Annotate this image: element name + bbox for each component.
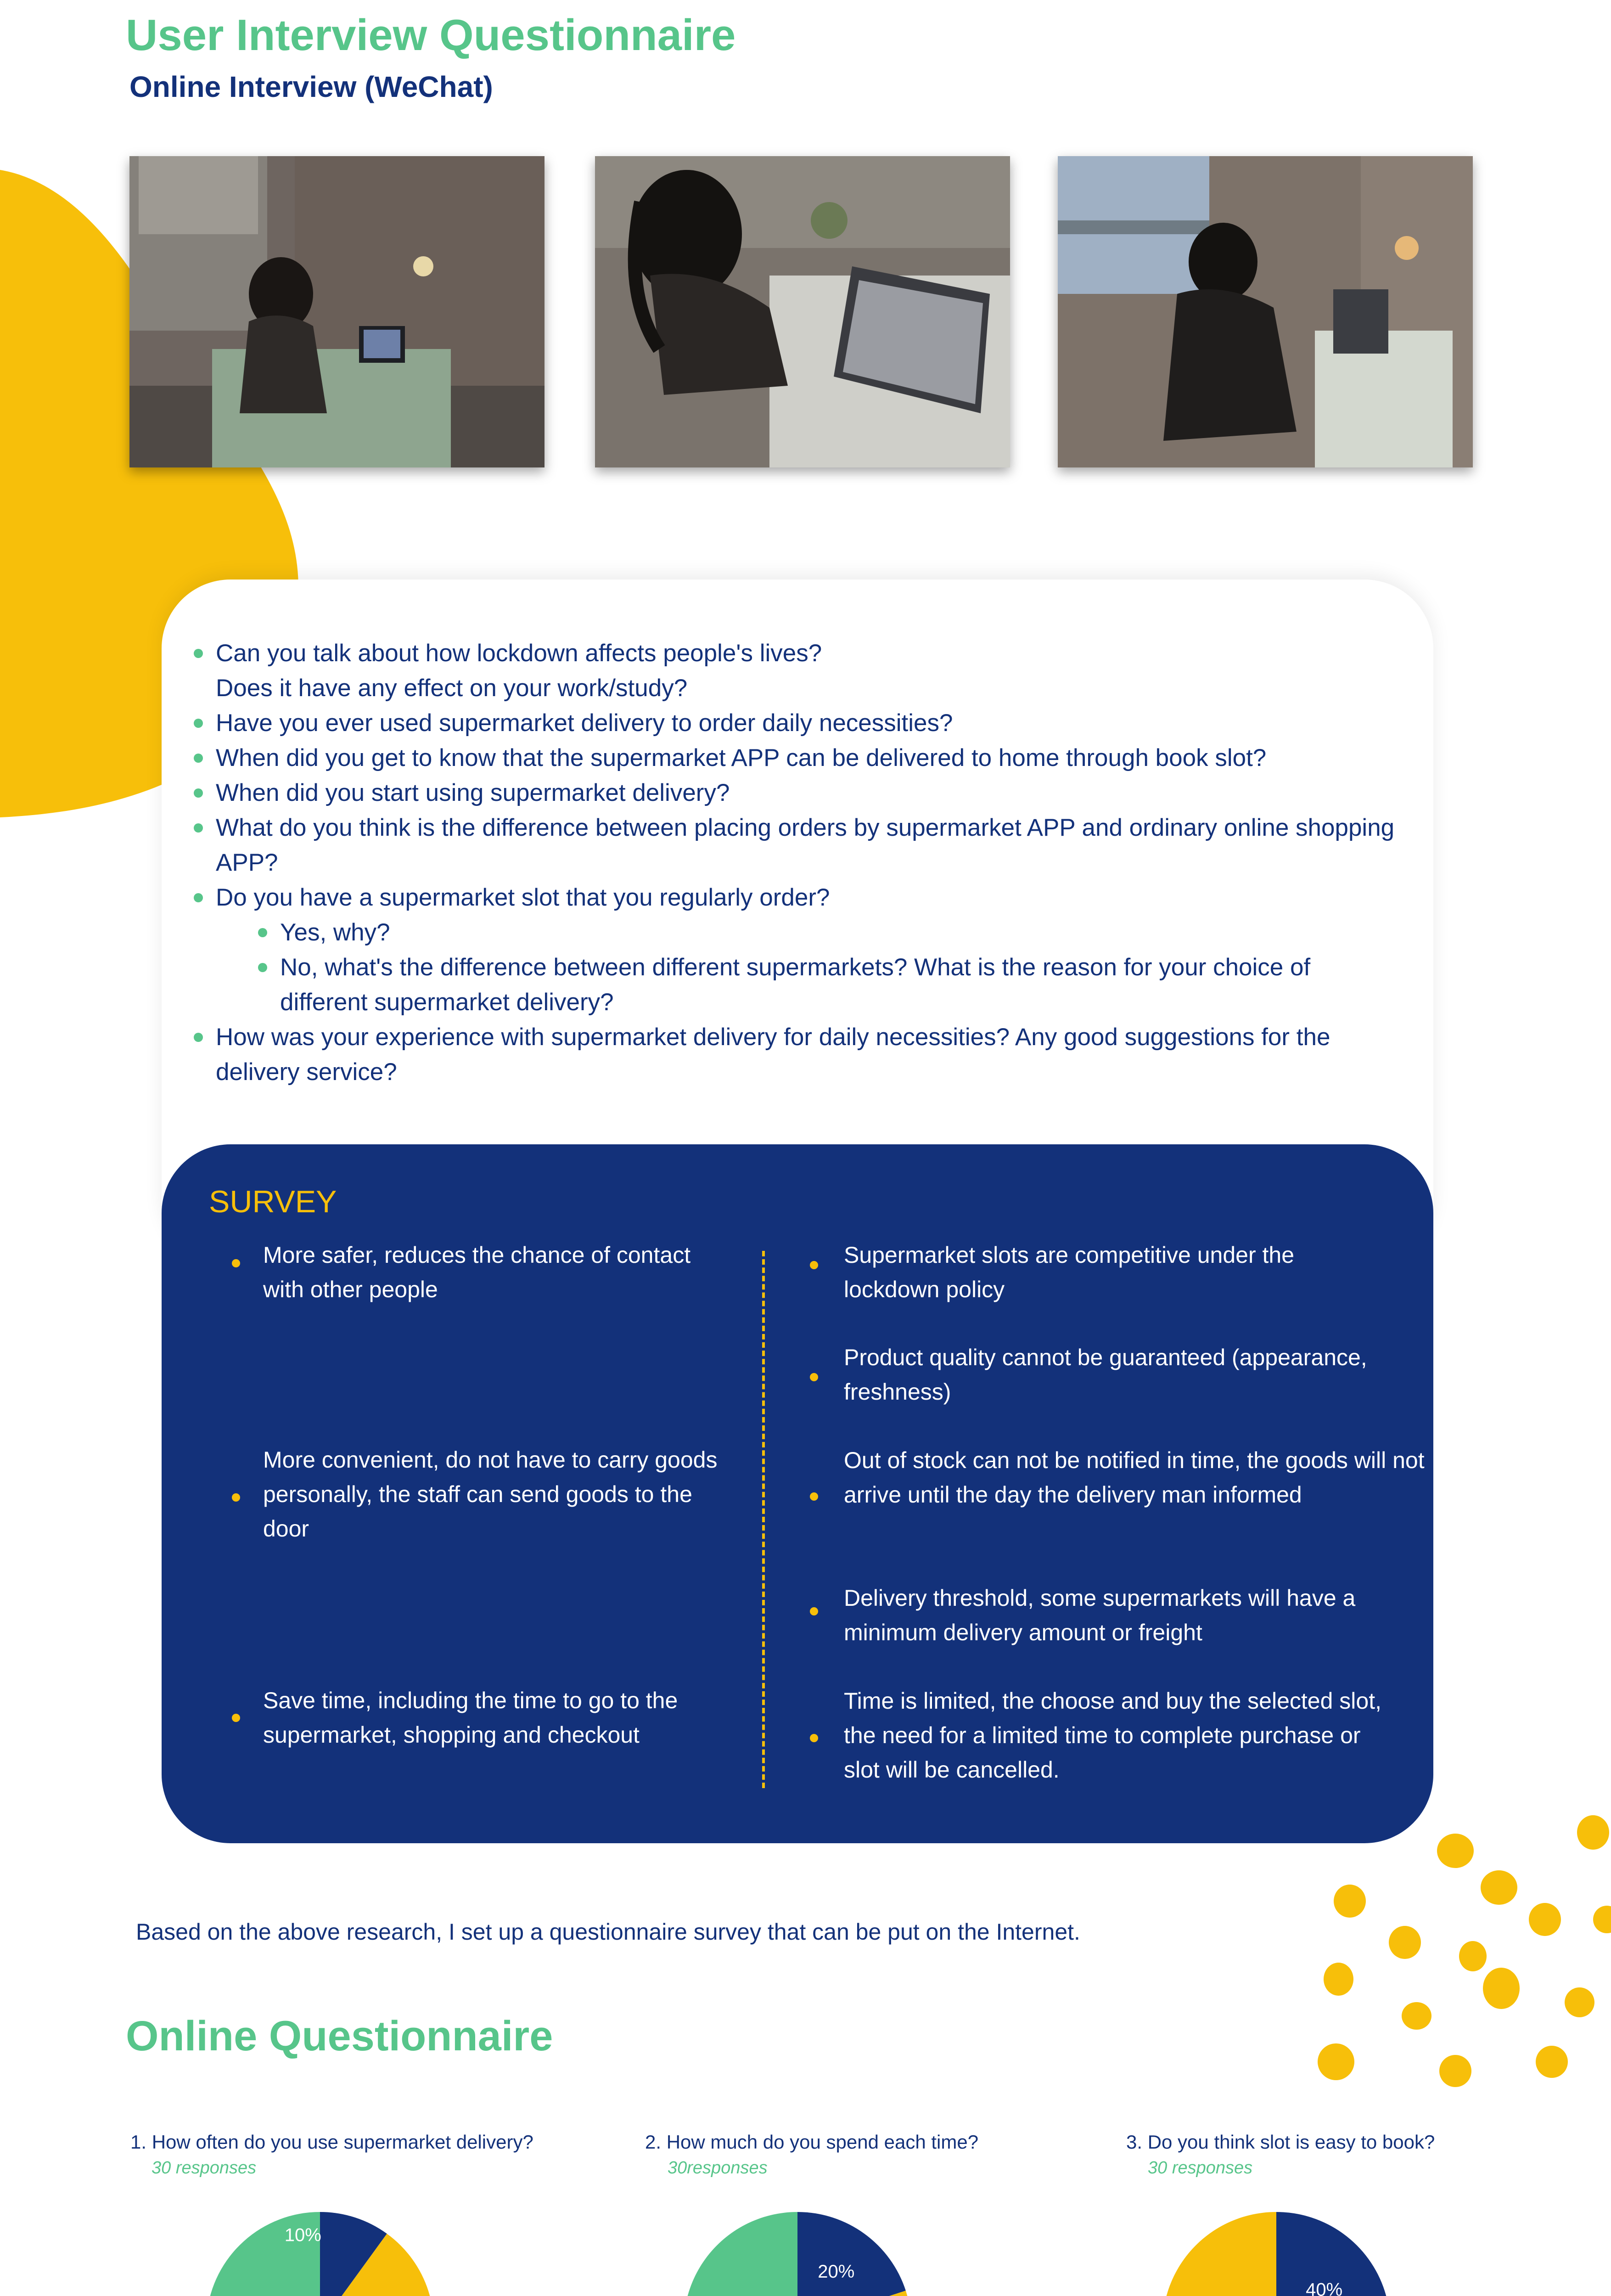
question-text: When did you start using supermarket delivery?: [216, 779, 730, 806]
question-bullet: [194, 719, 203, 728]
decorative-dot: [1437, 1834, 1474, 1868]
decorative-dot: [1593, 1906, 1611, 1933]
chart-title: 2. How much do you spend each time?: [645, 2131, 979, 2153]
chart-responses: 30 responses: [1148, 2158, 1253, 2178]
interview-question: [194, 741, 1397, 776]
chart-title: 3. Do you think slot is easy to book?: [1126, 2131, 1435, 2153]
decorative-dot: [1324, 1963, 1353, 1996]
question-text: What do you think is the difference between placing orders by supermarket APP and ordinary online shopping APP?: [216, 814, 1395, 876]
interview-photo-3: [1058, 156, 1473, 467]
survey-bullet: [232, 1714, 240, 1722]
interview-photo-2: [595, 156, 1010, 467]
question-bullet: [258, 963, 267, 972]
page-subtitle: Online Interview (WeChat): [129, 70, 493, 103]
question-text: Does it have any effect on your work/study?: [216, 675, 688, 702]
interview-question: [194, 810, 1397, 880]
pie-slice-label: 10%: [284, 2225, 321, 2245]
decorative-dot: [1529, 1903, 1561, 1936]
question-text: Can you talk about how lockdown affects people's lives?: [216, 640, 822, 667]
decorative-dot: [1483, 1968, 1520, 2009]
pie-chart: [1158, 2207, 1395, 2296]
decorative-dot: [1439, 2055, 1471, 2087]
survey-left-item: More safer, reduces the chance of contact with other people: [263, 1242, 691, 1302]
pie-chart: [679, 2207, 916, 2296]
survey-bullet: [232, 1259, 240, 1267]
question-text: When did you get to know that the supermarket APP can be delivered to home through book slot?: [216, 744, 1267, 771]
question-bullet: [194, 649, 203, 658]
interview-question: [194, 880, 1397, 915]
survey-right-item: Supermarket slots are competitive under the lockdown policy: [844, 1242, 1295, 1302]
decorative-dot: [1459, 1941, 1487, 1971]
interview-photo-1: [129, 156, 544, 467]
question-bullet: [194, 788, 203, 798]
decorative-dot: [1536, 2046, 1568, 2078]
survey-bullet: [810, 1734, 818, 1742]
survey-title: SURVEY: [209, 1184, 337, 1219]
survey-left-item: Save time, including the time to go to the supermarket, shopping and checkout: [263, 1688, 678, 1748]
interview-question: [194, 706, 1397, 741]
survey-bullet: [810, 1373, 818, 1381]
interview-question: [258, 915, 1397, 950]
question-bullet: [194, 1033, 203, 1042]
decorative-dot: [1577, 1815, 1609, 1850]
decorative-dot: [1389, 1926, 1421, 1959]
pie-slice-label: 20%: [818, 2261, 855, 2282]
interview-question: [258, 950, 1397, 1020]
question-text: Do you have a supermarket slot that you regularly order?: [216, 884, 830, 911]
survey-right-item: Product quality cannot be guaranteed (appearance, freshness): [844, 1345, 1367, 1405]
pie-slice-label: 40%: [1306, 2279, 1343, 2296]
question-text: Have you ever used supermarket delivery to order daily necessities?: [216, 709, 953, 737]
chart-responses: 30 responses: [152, 2158, 257, 2178]
interview-question: [194, 636, 1397, 671]
question-text: No, what's the difference between different supermarkets? What is the reason for your choice of different supermarket delivery?: [280, 954, 1311, 1016]
survey-right-item: Out of stock can not be notified in time, the goods will not arrive until the day the delivery man informed: [844, 1447, 1425, 1508]
interview-question: [194, 776, 1397, 810]
question-bullet: [258, 928, 267, 937]
decorative-dot: [1565, 1987, 1594, 2017]
question-bullet: [194, 893, 203, 902]
question-text: Yes, why?: [280, 919, 390, 946]
survey-bullet: [810, 1261, 818, 1269]
decorative-dot: [1334, 1885, 1366, 1918]
page-title: User Interview Questionnaire: [126, 11, 736, 60]
transition-text: Based on the above research, I set up a questionnaire survey that can be put on the Internet.: [136, 1919, 1080, 1945]
question-bullet: [194, 823, 203, 833]
survey-right-item: Time is limited, the choose and buy the selected slot, the need for a limited time to complete purchase or slot will be cancelled.: [844, 1688, 1381, 1783]
interview-question: [194, 1020, 1397, 1090]
pie-chart: [202, 2207, 438, 2296]
interview-question: [194, 671, 1397, 706]
question-bullet: [194, 754, 203, 763]
survey-divider: [762, 1251, 765, 1788]
decorative-dot: [1402, 2002, 1431, 2030]
decorative-dot: [1481, 1870, 1517, 1905]
survey-bullet: [810, 1492, 818, 1501]
survey-left-item: More convenient, do not have to carry goods personally, the staff can send goods to the door: [263, 1447, 718, 1542]
decorative-dot: [1318, 2043, 1354, 2080]
question-text: How was your experience with supermarket delivery for daily necessities? Any good suggestions for the delivery service?: [216, 1024, 1330, 1086]
chart-responses: 30responses: [668, 2158, 768, 2178]
pie-slice: [797, 2212, 906, 2296]
interview-question-list: [194, 636, 1397, 1090]
survey-bullet: [810, 1607, 818, 1615]
questionnaire-title: Online Questionnaire: [126, 2013, 553, 2060]
chart-title: 1. How often do you use supermarket delivery?: [130, 2131, 533, 2153]
survey-right-item: Delivery threshold, some supermarkets will have a minimum delivery amount or freight: [844, 1585, 1356, 1645]
survey-bullet: [232, 1493, 240, 1502]
